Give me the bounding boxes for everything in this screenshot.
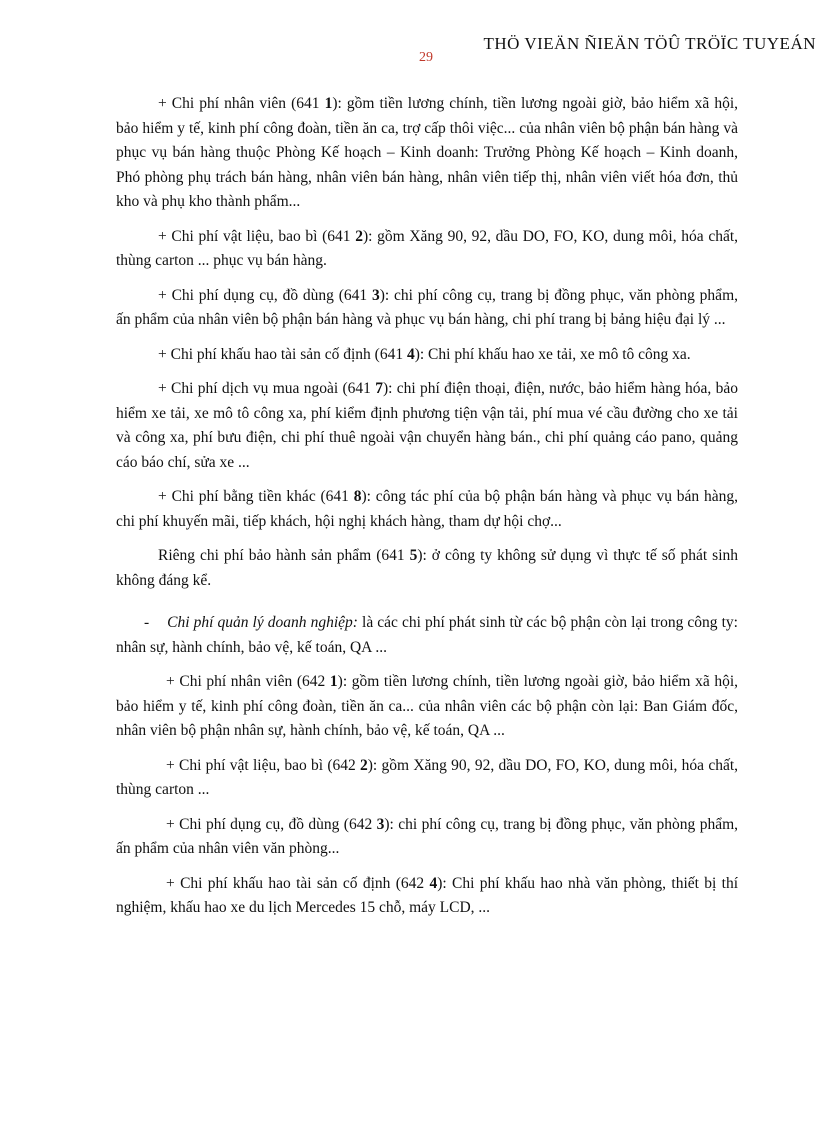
page-number: 29 bbox=[419, 50, 433, 65]
account-code: 2 bbox=[360, 756, 368, 774]
paragraph-prefix: + Chi phí dụng cụ, đồ dùng (642 bbox=[166, 815, 377, 833]
account-code: 7 bbox=[375, 380, 383, 397]
paragraph-642-4 bbox=[116, 872, 738, 921]
list-dash: - bbox=[144, 614, 150, 631]
paragraph-prefix: + Chi phí nhân viên (642 bbox=[166, 673, 330, 690]
paragraph-text: ): gồm tiền lương chính, tiền lương ngoài giờ, bảo hiểm xã hội, bảo hiểm y tế, kinh phí công đoàn, tiền ăn ca, trợ cấp thôi việc... của nhân viên bộ phận bán hàng và phục vụ bán hàng thuộc Phòng Kế hoạch – Kinh doanh: Trưởng Phòng Kế hoạch – Kinh doanh, Phó phòng phụ trách bán hàng, nhân viên bán hàng, nhân viên tiếp thị, nhân viên viết hóa đơn, thủ kho và phụ kho thành phẩm... bbox=[116, 95, 739, 210]
account-code: 3 bbox=[371, 286, 380, 304]
paragraph-text: ): công tác phí của bộ phận bán hàng và phục vụ bán hàng, chi phí khuyến mãi, tiếp khách, hội nghị khách hàng, tham dự hội chợ... bbox=[116, 488, 738, 530]
account-code: 3 bbox=[376, 815, 385, 833]
paragraph-text: ): chi phí điện thoại, điện, nước, bảo hiểm hàng hóa, bảo hiểm xe tải, xe mô tô công xa, phí kiểm định phương tiện vận tải, phí mua vé cầu đường cho xe tải và công xa, phí bưu điện, chi phí thuê ngoài vận chuyển hàng bán., chi phí quảng cáo pano, quảng cáo báo chí, sửa xe ... bbox=[116, 380, 738, 471]
paragraph-text: ): gồm tiền lương chính, tiền lương ngoài giờ, bảo hiểm xã hội, bảo hiểm y tế, kinh phí công đoàn, tiền ăn ca... của nhân viên các bộ phận còn lại: Ban Giám đốc, nhân viên bộ phận nhân sự, hành chính, bảo vệ, kế toán, QA ... bbox=[116, 673, 739, 739]
paragraph-prefix: + Chi phí dụng cụ, đồ dùng (641 bbox=[158, 286, 372, 304]
account-code: 1 bbox=[329, 673, 338, 690]
paragraph-prefix: Riêng chi phí bảo hành sản phẩm (641 bbox=[158, 547, 410, 564]
paragraph-641-7 bbox=[116, 377, 738, 475]
running-header: THÖ VIEÄN ÑIEÄN TÖÛ TRÖÏC TUYEÁN bbox=[483, 34, 816, 53]
paragraph-641-4 bbox=[116, 343, 738, 368]
paragraph-prefix: + Chi phí vật liệu, bao bì (641 bbox=[158, 227, 356, 245]
paragraph-641-5 bbox=[116, 544, 738, 593]
paragraph-prefix: + Chi phí khấu hao tài sản cố định (641 bbox=[158, 345, 407, 363]
paragraph-642-2 bbox=[116, 754, 738, 803]
paragraph-text: ): ở công ty không sử dụng vì thực tế số phát sinh không đáng kể. bbox=[116, 547, 738, 589]
account-code: 4 bbox=[429, 874, 438, 892]
paragraph-642-3 bbox=[116, 813, 738, 862]
paragraph-prefix: + Chi phí vật liệu, bao bì (642 bbox=[166, 756, 361, 774]
account-code: 1 bbox=[324, 95, 333, 112]
paragraph-641-1 bbox=[116, 92, 738, 215]
account-code: 4 bbox=[406, 345, 415, 363]
section-heading-642 bbox=[116, 611, 738, 660]
paragraph-text: ): Chi phí khấu hao xe tải, xe mô tô công xa. bbox=[414, 345, 691, 363]
paragraph-641-2 bbox=[116, 225, 738, 274]
heading-term: Chi phí quản lý doanh nghiệp: bbox=[167, 614, 358, 631]
paragraph-prefix: + Chi phí bằng tiền khác (641 bbox=[158, 488, 354, 505]
account-code: 8 bbox=[353, 488, 362, 505]
paragraph-prefix: + Chi phí khấu hao tài sản cố định (642 bbox=[166, 874, 430, 892]
account-code: 5 bbox=[409, 547, 418, 564]
paragraph-text: ): chi phí công cụ, trang bị đồng phục, văn phòng phẩm, ấn phẩm của nhân viên văn phòng... bbox=[116, 815, 739, 857]
account-code: 2 bbox=[355, 227, 363, 245]
paragraph-prefix: + Chi phí dịch vụ mua ngoài (641 bbox=[158, 380, 376, 397]
paragraph-text: ): chi phí công cụ, trang bị đồng phục, văn phòng phẩm, ấn phẩm của nhân viên bộ phận bán hàng và phục vụ bán hàng, chi phí trang bị bảng hiệu đại lý ... bbox=[116, 286, 738, 328]
paragraph-642-1 bbox=[116, 670, 738, 744]
document-body bbox=[116, 92, 738, 931]
heading-text: là các chi phí phát sinh từ các bộ phận còn lại trong công ty: nhân sự, hành chính, bảo vệ, kế toán, QA ... bbox=[116, 614, 738, 656]
paragraph-641-3 bbox=[116, 284, 738, 333]
paragraph-text: ): Chi phí khấu hao nhà văn phòng, thiết bị thí nghiệm, khấu hao xe du lịch Mercedes 15 chỗ, máy LCD, ... bbox=[116, 874, 738, 916]
paragraph-text: ): gồm Xăng 90, 92, dầu DO, FO, KO, dung môi, hóa chất, thùng carton ... phục vụ bán hàng. bbox=[116, 227, 739, 269]
paragraph-prefix: + Chi phí nhân viên (641 bbox=[158, 95, 325, 112]
paragraph-641-8 bbox=[116, 485, 738, 534]
paragraph-text: ): gồm Xăng 90, 92, dầu DO, FO, KO, dung môi, hóa chất, thùng carton ... bbox=[116, 756, 739, 798]
